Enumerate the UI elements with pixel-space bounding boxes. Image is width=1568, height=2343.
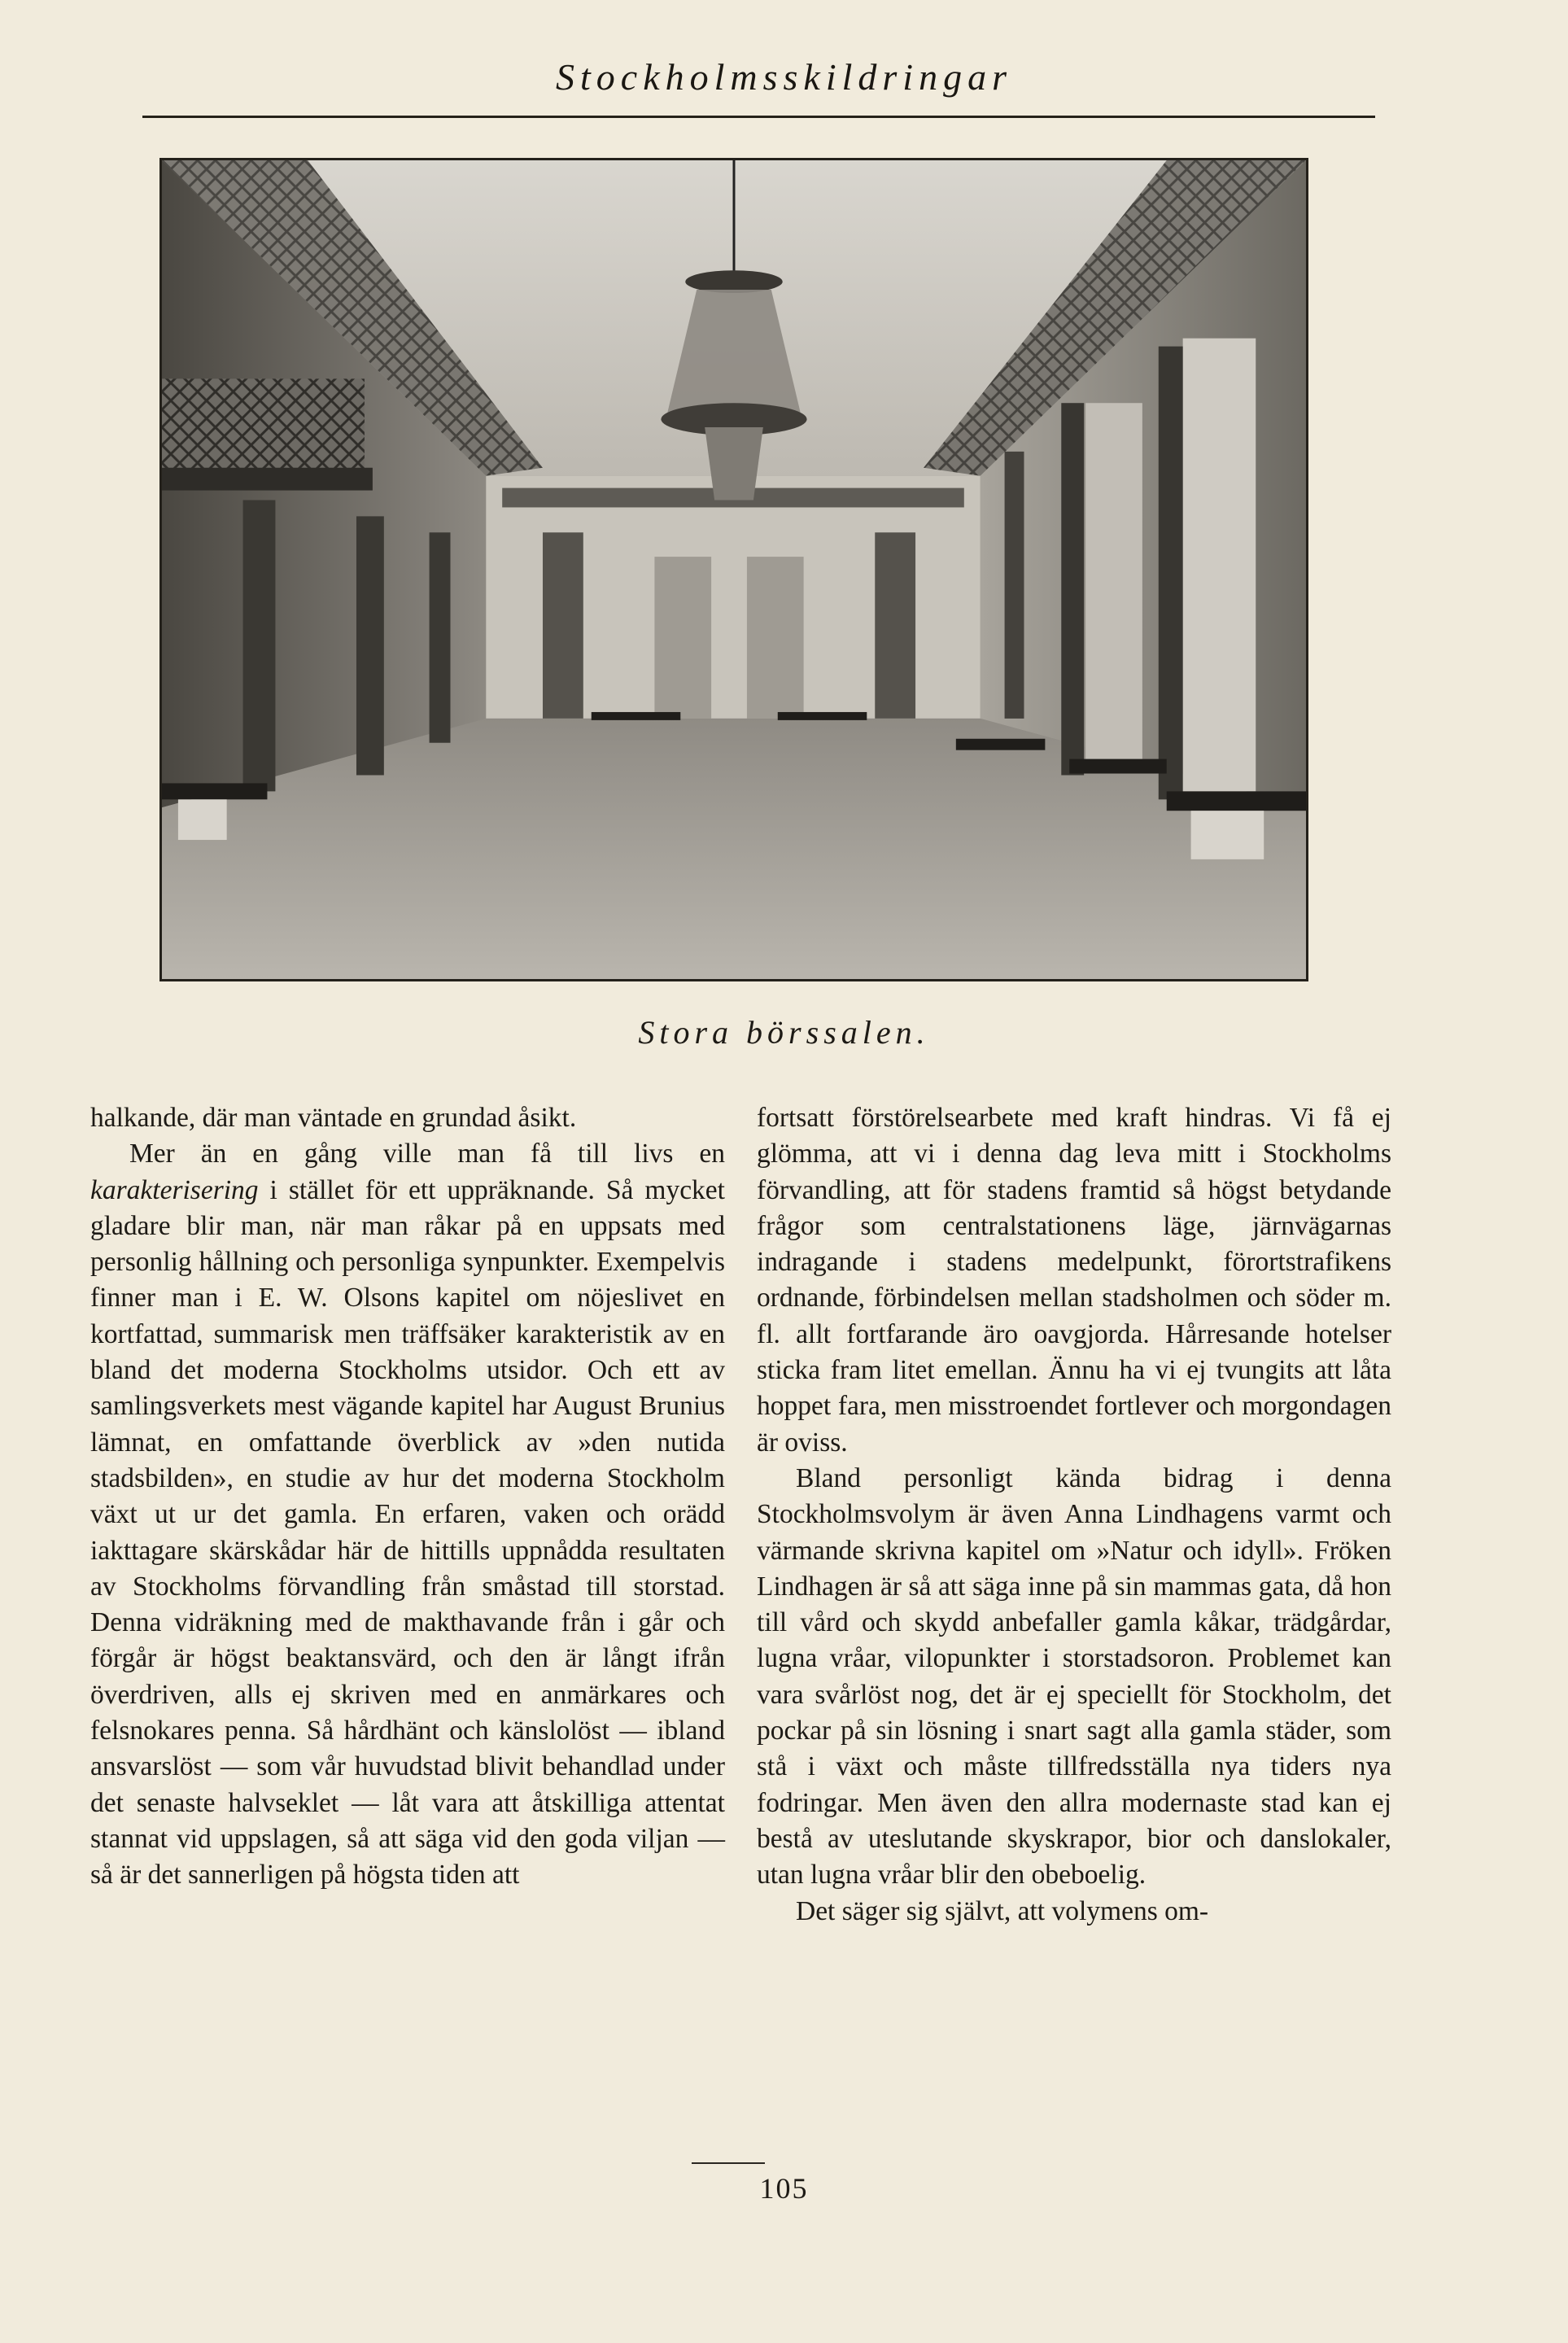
header-rule bbox=[142, 116, 1375, 118]
left-paragraph-2 bbox=[90, 1136, 725, 1893]
left-paragraph-1: halkande, där man väntade en grundad åsikt. bbox=[90, 1103, 577, 1133]
left-column bbox=[90, 1100, 725, 1894]
ballroom-illustration bbox=[162, 160, 1306, 979]
right-paragraph-2: Bland personligt kända bidrag i denna Stockholmsvolym är även Anna Lindhagens varmt och värmande skrivna kapitel om »Natur och idyll». Fröken Lindhagen är så att säga inne på sin mammas gata, då hon till vård och skydd anbefaller gamla kåkar, trädgårdar, lugna vråar, vilopunkter i storstadsoron. Problemet kan vara svårlöst nog, det är ej speciellt för Stockholm, det pockar på sin lösning i snart sagt alla gamla städer, som stå i växt och måste tillfredsställa nya tiders nya fodringar. Men även den allra modernaste stad kan ej bestå av uteslutande skyskrapor, bior och danslokaler, utan lugna vråar blir den obeboelig. bbox=[757, 1462, 1391, 1891]
running-head: Stockholmsskildringar bbox=[556, 56, 1012, 98]
left-paragraph-2-start: Mer än en gång ville man få till livs en bbox=[129, 1139, 725, 1169]
figure-caption: Stora börssalen. bbox=[638, 1014, 930, 1051]
left-paragraph-2-rest: i stället för ett uppräknande. Så mycket gladare blir man, när man råkar på en uppsats med personlig hållning och personliga synpunkter. Exempelvis finner man i E. W. Olsons kapitel om nöjeslivet en kortfattad, summarisk men träffsäker karakteristik av en bland det moderna Stockholms utsidor. Och ett av samlingsverkets mest vägande kapitel har August Brunius lämnat, en omfattande överblick av »den nutida stadsbilden», en studie av hur det moderna Stockholm växt ut ur det gamla. En erfaren, vaken och orädd iakttagare skärskådar här de hittills uppnådda resultaten av Stockholms förvandling från småstad till storstad. Denna vidräkning med de makthavande från i går och förgår är högst beaktansvärd, och den är långt ifrån överdriven, alls ej skriven med en anmärkares och felsnokares penna. Så hårdhänt och känslolöst — ibland ansvarslöst — som vår huvudstad blivit behandlad under det senaste halvseklet — låt vara att åtskilliga attentat stannat vid uppslagen, så att säga vid den goda viljan — så är det sannerligen på högsta tiden att bbox=[90, 1174, 725, 1891]
right-paragraph-3: Det säger sig självt, att volymens om- bbox=[796, 1895, 1209, 1926]
page-number-rule bbox=[692, 2162, 765, 2164]
page-number: 105 bbox=[759, 2172, 809, 2205]
ballroom-photograph bbox=[159, 158, 1308, 981]
emphasized-term: karakterisering bbox=[90, 1174, 259, 1205]
right-paragraph-1: fortsatt förstörelsearbete med kraft hindras. Vi få ej glömma, att vi i denna dag leva mitt i Stockholms förvandling, att för stadens framtid så högst betydande frågor som centralstationens läge, järnvägarnas indragande i stadens medelpunkt, förortstrafikens ordnande, förbindelsen mellan stadsholmen och söder m. fl. allt fortfarande äro oavgjorda. Hårresande hotelser sticka fram litet emellan. Ännu ha vi ej tvungits att låta hoppet fara, men misstroendet fortlever och morgondagen är oviss. bbox=[757, 1103, 1391, 1458]
right-column bbox=[757, 1100, 1391, 1930]
